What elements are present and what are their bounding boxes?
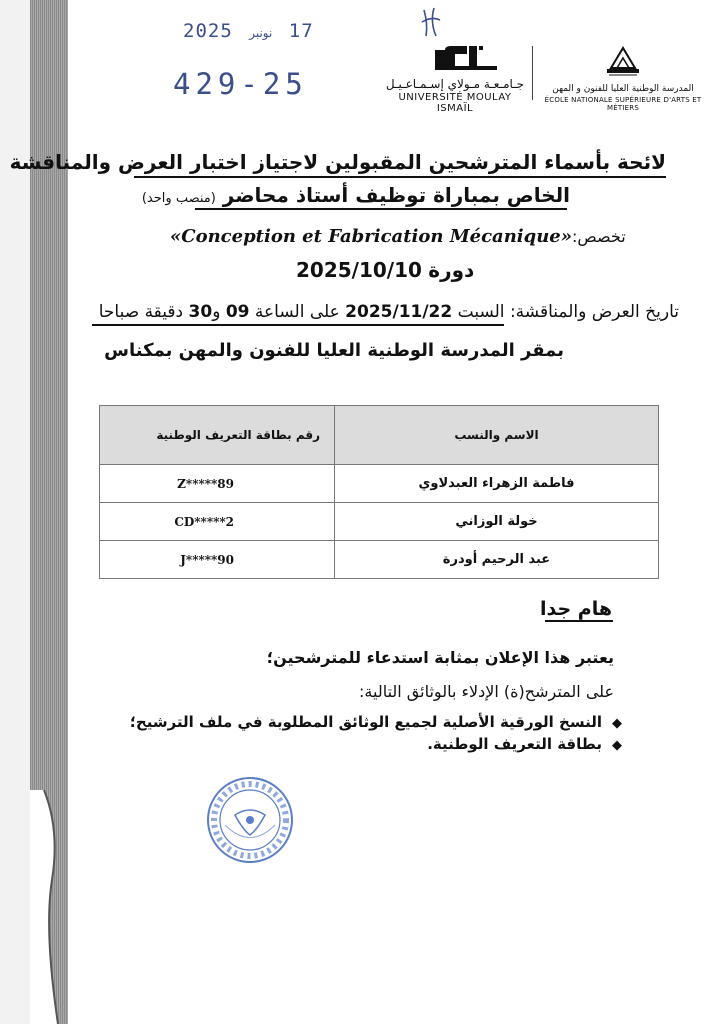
specialty-line — [170, 226, 626, 247]
school-name-ar: المدرسة الوطنية العليا للفنون و المهن — [552, 84, 694, 94]
document-title-line2 — [142, 183, 570, 207]
exam-time-suffix: دقيقة صباحا — [98, 302, 184, 322]
bullet-icon: ◆ — [612, 716, 622, 731]
exam-minutes: 30 — [188, 302, 213, 322]
stamp-month: نونبر — [249, 26, 273, 40]
table-row — [100, 465, 659, 503]
note-convocation: يعتبر هذا الإعلان بمثابة استدعاء للمترشحين؛ — [266, 648, 614, 667]
title-underline-1 — [134, 176, 666, 178]
exam-place: بمقر المدرسة الوطنية العليا للفنون والمهن بمكناس — [104, 340, 564, 361]
list-item — [130, 735, 622, 753]
exam-day: السبت — [457, 302, 505, 322]
exam-and: و — [212, 302, 221, 322]
table-row — [100, 503, 659, 541]
candidate-id: Z*****89 — [100, 465, 335, 503]
important-heading: هام جدا — [539, 598, 612, 620]
important-underline — [545, 620, 613, 622]
candidate-name: عبد الرحيم أودرة — [335, 541, 659, 579]
title-line2-text: الخاص بمباراة توظيف أستاذ محاضر — [222, 183, 570, 207]
exam-date-line — [99, 302, 679, 322]
title-underline-2 — [195, 208, 567, 210]
school-logo-block — [538, 44, 708, 112]
header-name: الاسم والنسب — [335, 406, 659, 465]
list-item — [130, 713, 622, 731]
university-logo-block — [385, 44, 525, 114]
document-title-line1: لائحة بأسماء المترشحين المقبولين لاجتياز اختبار العرض والمناقشة — [9, 150, 666, 174]
stamp-year: 2025 — [183, 20, 233, 42]
table-row — [100, 541, 659, 579]
document-text: النسخ الورقية الأصلية لجميع الوثائق المطلوبة في ملف الترشيح؛ — [129, 713, 602, 731]
registration-number-stamp: 429-25 — [173, 67, 308, 101]
candidate-name: فاطمة الزهراء العبدلاوي — [335, 465, 659, 503]
specialty-label: تخصص: — [572, 227, 626, 246]
school-name-fr: ÉCOLE NATIONALE SUPÉRIEURE D'ARTS ET MÉTIERS — [544, 96, 702, 112]
document-text: بطاقة التعريف الوطنية. — [427, 735, 602, 753]
handwritten-initial — [418, 6, 446, 40]
candidate-id: CD*****2 — [100, 503, 335, 541]
stamp-day: 17 — [288, 20, 314, 42]
header-id: رقم بطاقة التعريف الوطنية — [100, 406, 335, 465]
exam-time-prefix: على الساعة — [254, 302, 340, 322]
exam-hour: 09 — [225, 302, 250, 322]
required-documents-list — [130, 713, 622, 757]
header-divider — [532, 46, 533, 100]
spine-notch — [30, 790, 68, 1024]
ensam-logo-icon — [601, 44, 645, 78]
table-header-row — [100, 406, 659, 465]
exam-date: 2025/11/22 — [345, 302, 453, 322]
candidate-name: خولة الوزاني — [335, 503, 659, 541]
university-name-ar: جـامـعـة مـولاي إسـمـاعـيـل — [385, 77, 525, 91]
umi-logo-icon — [405, 44, 505, 72]
session-date: 2025/10/10 — [296, 258, 422, 282]
specialty-value: «Conception et Fabrication Mécanique» — [170, 226, 573, 247]
session-line — [296, 258, 474, 282]
university-seal-stamp — [205, 775, 295, 865]
exam-date-underline — [92, 324, 504, 326]
received-date-stamp — [183, 20, 314, 42]
session-label: دورة — [428, 258, 475, 282]
university-name-fr: UNIVERSITÉ MOULAY ISMAÏL — [398, 92, 512, 114]
candidates-table — [99, 405, 659, 579]
note-documents-intro: على المترشح(ة) الإدلاء بالوثائق التالية: — [359, 682, 614, 701]
exam-label: تاريخ العرض والمناقشة: — [509, 302, 679, 322]
candidate-id: J*****90 — [100, 541, 335, 579]
title-line2-note: (منصب واحد) — [141, 191, 216, 206]
bullet-icon: ◆ — [612, 738, 622, 753]
